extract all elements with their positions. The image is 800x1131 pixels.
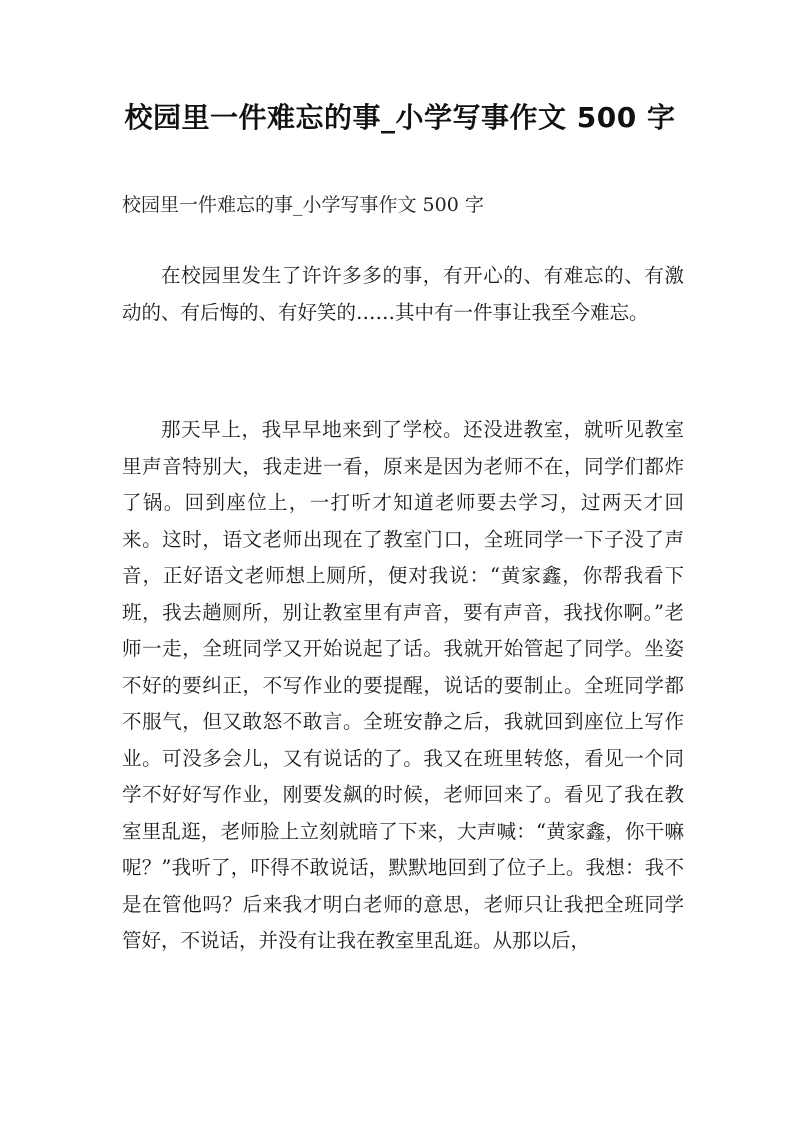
paragraph-2: 那天早上，我早早地来到了学校。还没进教室，就听见教室里声音特别大，我走进一看，原来是因为老师不在，同学们都炸了锅。回到座位上，一打听才知道老师要去学习，过两天才回来。这时，语文老师出现在了教室门口，全班同学一下子没了声音，正好语文老师想上厕所，便对我说：“黄家鑫，你帮我看下班，我去趟厕所，别让教室里有声音，要有声音，我找你啊。”老师一走，全班同学又开始说起了话。我就开始管起了同学。坐姿不好的要纠正，不写作业的要提醒，说话的要制止。全班同学都不服气，但又敢怒不敢言。全班安静之后，我就回到座位上写作业。可没多会儿，又有说话的了。我又在班里转悠，看见一个同学不好好写作业，刚要发飙的时候，老师回来了。看见了我在教室里乱逛，老师脸上立刻就暗了下来，大声喊：“黄家鑫，你干嘛呢？”我听了，吓得不敢说话，默默地回到了位子上。我想：我不是在管他吗？后来我才明白老师的意思，老师只让我把全班同学管好，不说话，并没有让我在教室里乱逛。从那以后， [122, 418, 684, 952]
paragraph-1: 在校园里发生了许许多多的事，有开心的、有难忘的、有激动的、有后悔的、有好笑的……其中有一件事让我至今难忘。 [122, 264, 684, 324]
document-subtitle: 校园里一件难忘的事_小学写事作文 500 字 [122, 194, 484, 216]
document-title: 校园里一件难忘的事_小学写事作文 500 字 [124, 101, 676, 134]
